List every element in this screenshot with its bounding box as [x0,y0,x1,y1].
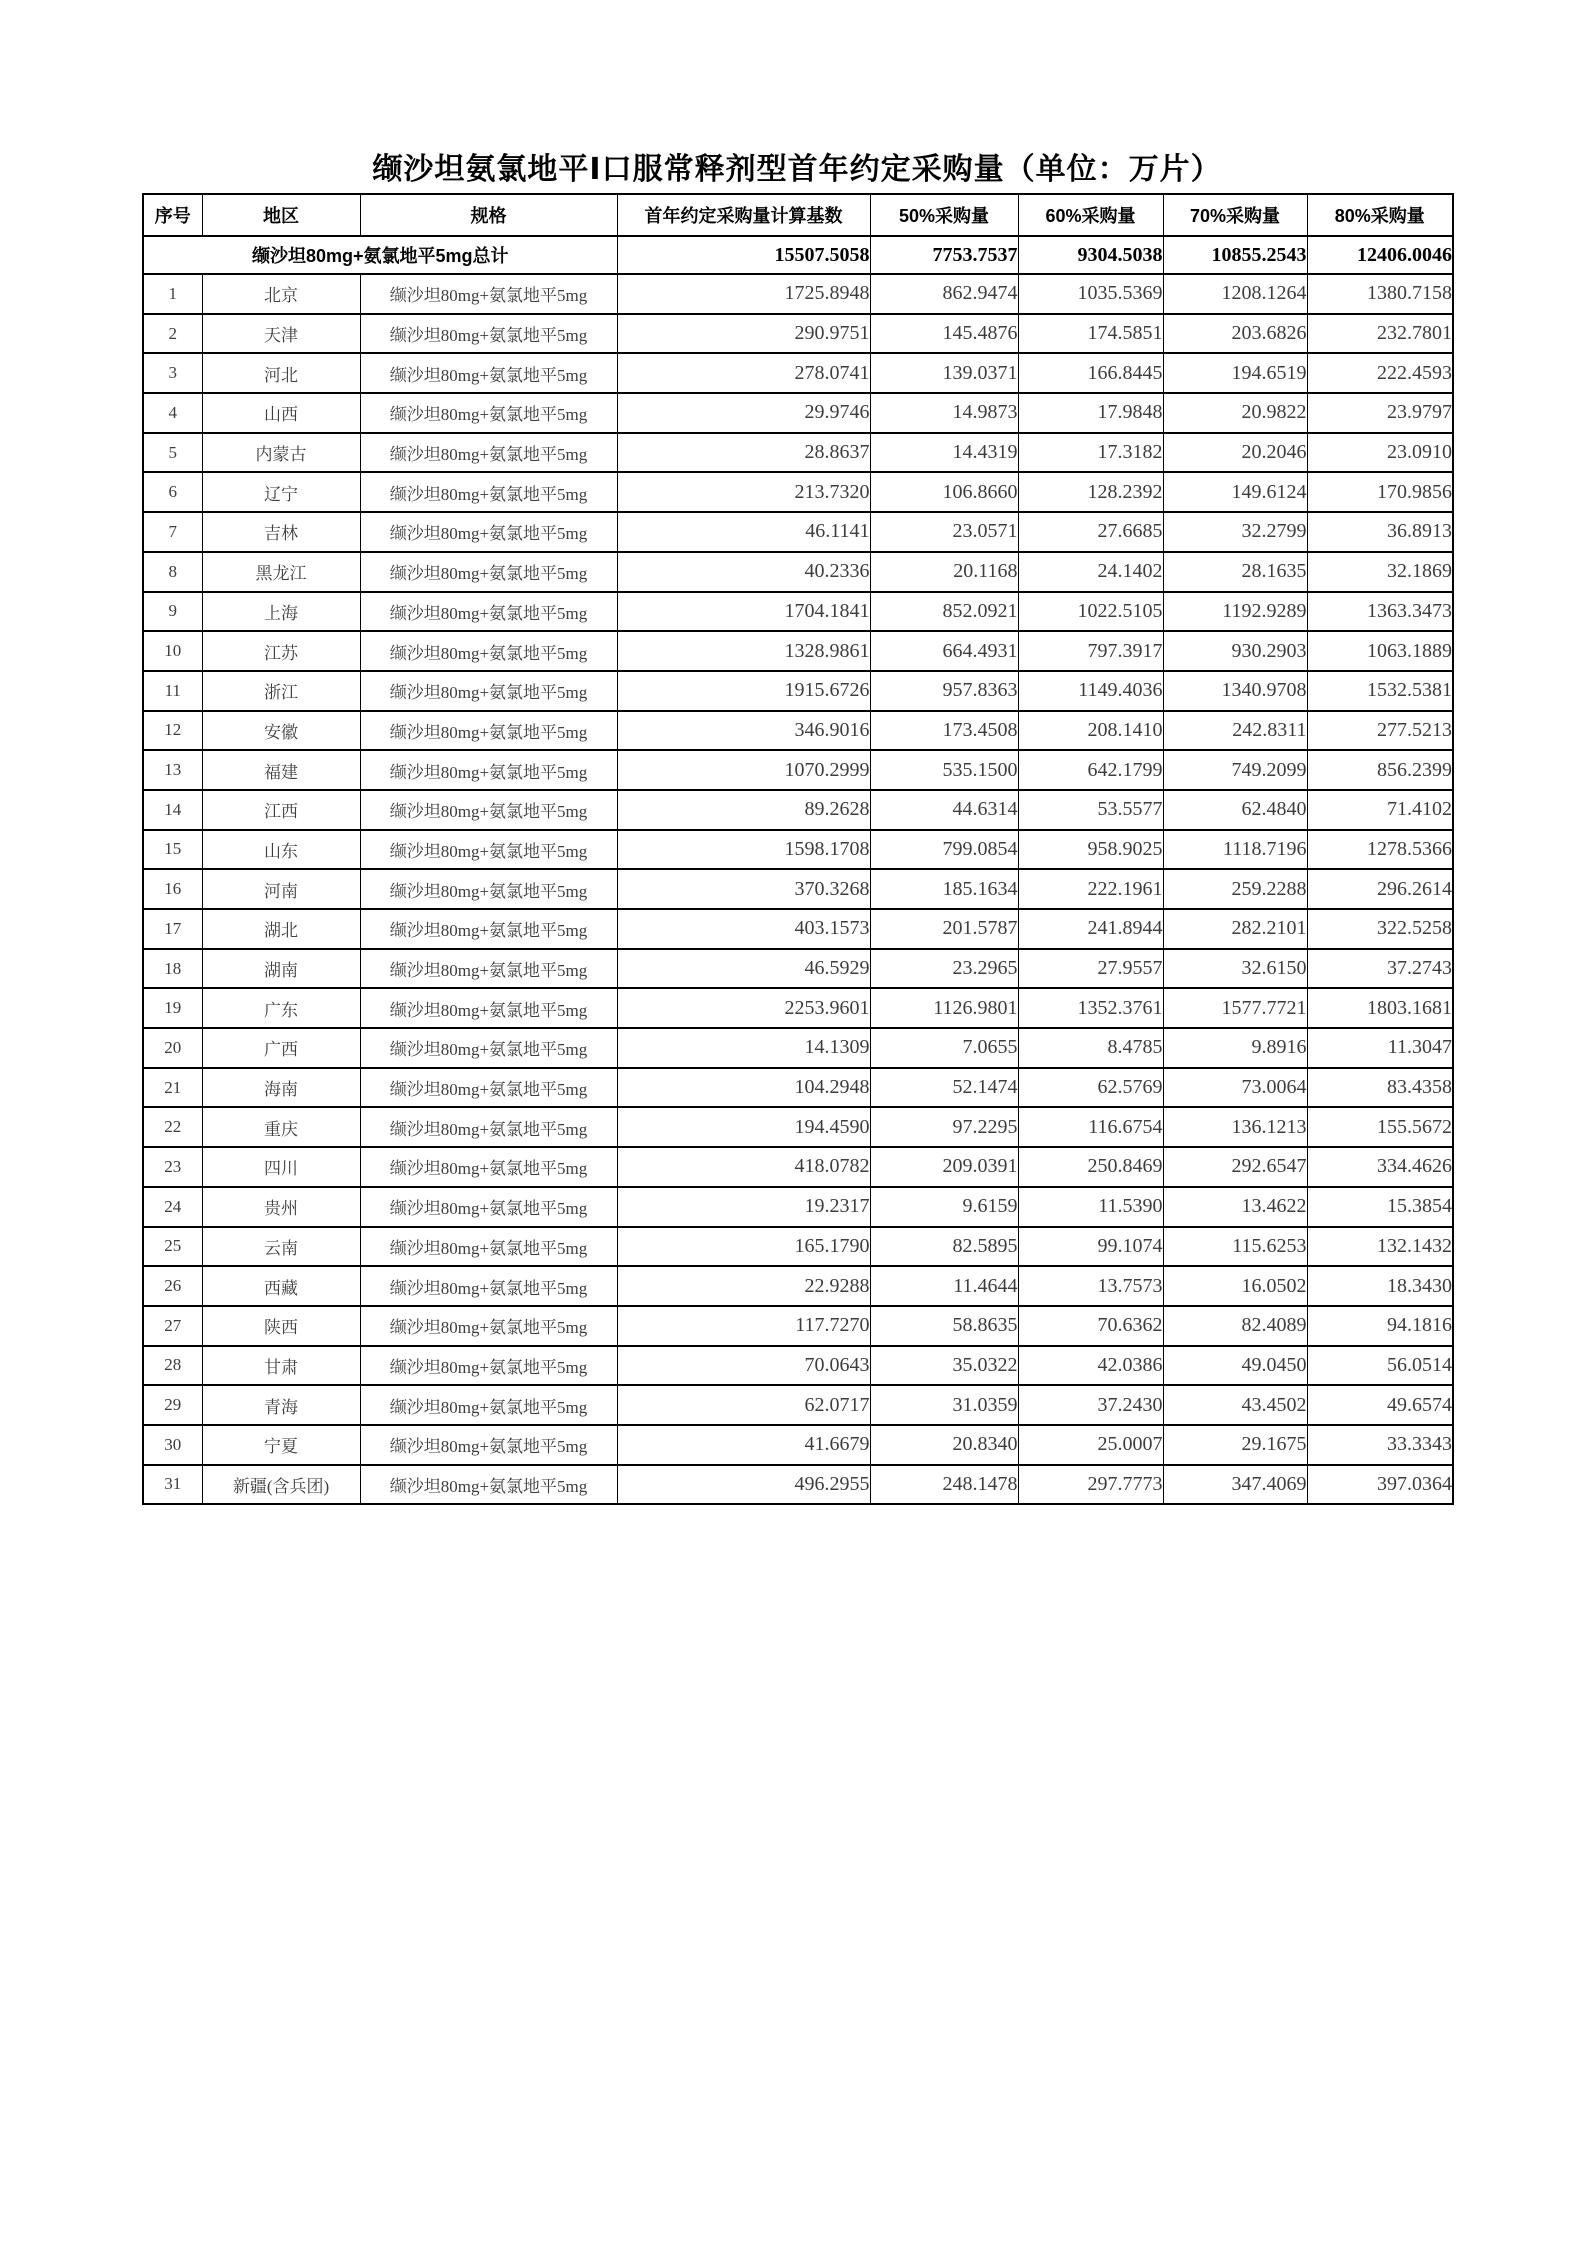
region-cell: 辽宁 [202,472,360,512]
summary-50pct-value: 7753.7537 [870,236,1018,274]
pct80-value-cell: 94.1816 [1307,1306,1453,1346]
spec-cell: 缬沙坦80mg+氨氯地平5mg [360,988,617,1028]
spec-cell: 缬沙坦80mg+氨氯地平5mg [360,1107,617,1147]
col-header-region: 地区 [202,194,360,236]
table-row [143,592,1453,632]
pct50-value-cell: 173.4508 [870,711,1018,751]
spec-cell: 缬沙坦80mg+氨氯地平5mg [360,869,617,909]
summary-label: 缬沙坦80mg+氨氯地平5mg总计 [143,236,617,274]
pct80-value-cell: 32.1869 [1307,552,1453,592]
row-index-cell: 8 [143,552,202,592]
spec-cell: 缬沙坦80mg+氨氯地平5mg [360,671,617,711]
row-index-cell: 29 [143,1385,202,1425]
pct60-value-cell: 17.9848 [1018,393,1163,433]
pct50-value-cell: 139.0371 [870,353,1018,393]
spec-cell: 缬沙坦80mg+氨氯地平5mg [360,592,617,632]
pct60-value-cell: 642.1799 [1018,750,1163,790]
pct60-value-cell: 42.0386 [1018,1346,1163,1386]
base-value-cell: 40.2336 [617,552,870,592]
pct70-value-cell: 32.6150 [1163,949,1307,989]
spec-cell: 缬沙坦80mg+氨氯地平5mg [360,472,617,512]
table-row [143,1107,1453,1147]
pct70-value-cell: 73.0064 [1163,1068,1307,1108]
pct50-value-cell: 35.0322 [870,1346,1018,1386]
pct80-value-cell: 132.1432 [1307,1227,1453,1267]
pct60-value-cell: 250.8469 [1018,1147,1163,1187]
pct60-value-cell: 8.4785 [1018,1028,1163,1068]
pct70-value-cell: 20.9822 [1163,393,1307,433]
base-value-cell: 370.3268 [617,869,870,909]
spec-cell: 缬沙坦80mg+氨氯地平5mg [360,512,617,552]
pct50-value-cell: 23.0571 [870,512,1018,552]
region-cell: 浙江 [202,671,360,711]
pct70-value-cell: 259.2288 [1163,869,1307,909]
pct50-value-cell: 248.1478 [870,1465,1018,1505]
region-cell: 北京 [202,274,360,314]
pct50-value-cell: 862.9474 [870,274,1018,314]
pct70-value-cell: 242.8311 [1163,711,1307,751]
pct70-value-cell: 347.4069 [1163,1465,1307,1505]
pct80-value-cell: 232.7801 [1307,314,1453,354]
pct60-value-cell: 1352.3761 [1018,988,1163,1028]
pct70-value-cell: 149.6124 [1163,472,1307,512]
pct60-value-cell: 53.5577 [1018,790,1163,830]
row-index-cell: 25 [143,1227,202,1267]
base-value-cell: 165.1790 [617,1227,870,1267]
region-cell: 上海 [202,592,360,632]
spec-cell: 缬沙坦80mg+氨氯地平5mg [360,393,617,433]
base-value-cell: 1725.8948 [617,274,870,314]
pct60-value-cell: 797.3917 [1018,631,1163,671]
table-row [143,949,1453,989]
pct80-value-cell: 23.0910 [1307,433,1453,473]
pct80-value-cell: 1063.1889 [1307,631,1453,671]
base-value-cell: 117.7270 [617,1306,870,1346]
summary-60pct-value: 9304.5038 [1018,236,1163,274]
spec-cell: 缬沙坦80mg+氨氯地平5mg [360,1266,617,1306]
pct60-value-cell: 174.5851 [1018,314,1163,354]
pct50-value-cell: 209.0391 [870,1147,1018,1187]
base-value-cell: 28.8637 [617,433,870,473]
pct70-value-cell: 32.2799 [1163,512,1307,552]
pct50-value-cell: 44.6314 [870,790,1018,830]
pct60-value-cell: 166.8445 [1018,353,1163,393]
pct80-value-cell: 37.2743 [1307,949,1453,989]
spec-cell: 缬沙坦80mg+氨氯地平5mg [360,750,617,790]
pct60-value-cell: 62.5769 [1018,1068,1163,1108]
pct50-value-cell: 82.5895 [870,1227,1018,1267]
table-row [143,1028,1453,1068]
table-row [143,750,1453,790]
base-value-cell: 46.5929 [617,949,870,989]
region-cell: 青海 [202,1385,360,1425]
region-cell: 黑龙江 [202,552,360,592]
spec-cell: 缬沙坦80mg+氨氯地平5mg [360,1385,617,1425]
pct80-value-cell: 1363.3473 [1307,592,1453,632]
row-index-cell: 9 [143,592,202,632]
pct60-value-cell: 208.1410 [1018,711,1163,751]
pct80-value-cell: 1380.7158 [1307,274,1453,314]
table-row [143,433,1453,473]
col-header-50pct: 50%采购量 [870,194,1018,236]
row-index-cell: 3 [143,353,202,393]
base-value-cell: 22.9288 [617,1266,870,1306]
row-index-cell: 17 [143,909,202,949]
spec-cell: 缬沙坦80mg+氨氯地平5mg [360,790,617,830]
base-value-cell: 496.2955 [617,1465,870,1505]
table-row [143,1187,1453,1227]
pct50-value-cell: 23.2965 [870,949,1018,989]
pct70-value-cell: 292.6547 [1163,1147,1307,1187]
region-cell: 云南 [202,1227,360,1267]
pct60-value-cell: 297.7773 [1018,1465,1163,1505]
pct50-value-cell: 201.5787 [870,909,1018,949]
table-row [143,631,1453,671]
procurement-table [142,193,1454,1505]
region-cell: 陕西 [202,1306,360,1346]
spec-cell: 缬沙坦80mg+氨氯地平5mg [360,1147,617,1187]
pct60-value-cell: 958.9025 [1018,830,1163,870]
pct80-value-cell: 23.9797 [1307,393,1453,433]
col-header-60pct: 60%采购量 [1018,194,1163,236]
row-index-cell: 28 [143,1346,202,1386]
spec-cell: 缬沙坦80mg+氨氯地平5mg [360,631,617,671]
header-row [143,194,1453,236]
table-row [143,1266,1453,1306]
region-cell: 宁夏 [202,1425,360,1465]
spec-cell: 缬沙坦80mg+氨氯地平5mg [360,433,617,473]
pct50-value-cell: 7.0655 [870,1028,1018,1068]
row-index-cell: 21 [143,1068,202,1108]
pct80-value-cell: 56.0514 [1307,1346,1453,1386]
row-index-cell: 12 [143,711,202,751]
pct50-value-cell: 52.1474 [870,1068,1018,1108]
spec-cell: 缬沙坦80mg+氨氯地平5mg [360,552,617,592]
summary-base-value: 15507.5058 [617,236,870,274]
spec-cell: 缬沙坦80mg+氨氯地平5mg [360,274,617,314]
region-cell: 甘肃 [202,1346,360,1386]
region-cell: 天津 [202,314,360,354]
row-index-cell: 24 [143,1187,202,1227]
pct80-value-cell: 222.4593 [1307,353,1453,393]
pct50-value-cell: 20.1168 [870,552,1018,592]
region-cell: 湖北 [202,909,360,949]
table-row [143,1385,1453,1425]
base-value-cell: 1598.1708 [617,830,870,870]
pct50-value-cell: 20.8340 [870,1425,1018,1465]
pct50-value-cell: 14.4319 [870,433,1018,473]
region-cell: 江西 [202,790,360,830]
pct70-value-cell: 1577.7721 [1163,988,1307,1028]
pct50-value-cell: 852.0921 [870,592,1018,632]
pct50-value-cell: 106.8660 [870,472,1018,512]
table-row [143,393,1453,433]
pct80-value-cell: 71.4102 [1307,790,1453,830]
pct80-value-cell: 33.3343 [1307,1425,1453,1465]
row-index-cell: 20 [143,1028,202,1068]
spec-cell: 缬沙坦80mg+氨氯地平5mg [360,1306,617,1346]
base-value-cell: 29.9746 [617,393,870,433]
pct60-value-cell: 241.8944 [1018,909,1163,949]
region-cell: 山东 [202,830,360,870]
pct70-value-cell: 1340.9708 [1163,671,1307,711]
pct50-value-cell: 535.1500 [870,750,1018,790]
col-header-80pct: 80%采购量 [1307,194,1453,236]
base-value-cell: 1070.2999 [617,750,870,790]
pct60-value-cell: 116.6754 [1018,1107,1163,1147]
region-cell: 广西 [202,1028,360,1068]
table-row [143,472,1453,512]
region-cell: 福建 [202,750,360,790]
pct50-value-cell: 58.8635 [870,1306,1018,1346]
region-cell: 贵州 [202,1187,360,1227]
pct60-value-cell: 27.6685 [1018,512,1163,552]
region-cell: 江苏 [202,631,360,671]
pct50-value-cell: 145.4876 [870,314,1018,354]
region-cell: 广东 [202,988,360,1028]
pct70-value-cell: 20.2046 [1163,433,1307,473]
row-index-cell: 4 [143,393,202,433]
pct50-value-cell: 97.2295 [870,1107,1018,1147]
pct80-value-cell: 15.3854 [1307,1187,1453,1227]
spec-cell: 缬沙坦80mg+氨氯地平5mg [360,1028,617,1068]
table-row [143,988,1453,1028]
pct70-value-cell: 28.1635 [1163,552,1307,592]
col-header-base: 首年约定采购量计算基数 [617,194,870,236]
pct50-value-cell: 31.0359 [870,1385,1018,1425]
pct70-value-cell: 1192.9289 [1163,592,1307,632]
table-row [143,1068,1453,1108]
col-header-spec: 规格 [360,194,617,236]
pct70-value-cell: 43.4502 [1163,1385,1307,1425]
spec-cell: 缬沙坦80mg+氨氯地平5mg [360,949,617,989]
pct80-value-cell: 296.2614 [1307,869,1453,909]
pct80-value-cell: 334.4626 [1307,1147,1453,1187]
row-index-cell: 27 [143,1306,202,1346]
pct50-value-cell: 664.4931 [870,631,1018,671]
pct70-value-cell: 49.0450 [1163,1346,1307,1386]
base-value-cell: 2253.9601 [617,988,870,1028]
pct70-value-cell: 82.4089 [1163,1306,1307,1346]
pct80-value-cell: 49.6574 [1307,1385,1453,1425]
pct80-value-cell: 1532.5381 [1307,671,1453,711]
pct60-value-cell: 1035.5369 [1018,274,1163,314]
base-value-cell: 213.7320 [617,472,870,512]
spec-cell: 缬沙坦80mg+氨氯地平5mg [360,1465,617,1505]
pct60-value-cell: 1149.4036 [1018,671,1163,711]
table-row [143,830,1453,870]
pct60-value-cell: 70.6362 [1018,1306,1163,1346]
table-row [143,909,1453,949]
pct50-value-cell: 11.4644 [870,1266,1018,1306]
row-index-cell: 11 [143,671,202,711]
table-row [143,1227,1453,1267]
pct70-value-cell: 1118.7196 [1163,830,1307,870]
row-index-cell: 18 [143,949,202,989]
base-value-cell: 278.0741 [617,353,870,393]
row-index-cell: 26 [143,1266,202,1306]
pct60-value-cell: 25.0007 [1018,1425,1163,1465]
pct70-value-cell: 29.1675 [1163,1425,1307,1465]
table-row [143,314,1453,354]
pct50-value-cell: 9.6159 [870,1187,1018,1227]
base-value-cell: 62.0717 [617,1385,870,1425]
table-row [143,671,1453,711]
base-value-cell: 14.1309 [617,1028,870,1068]
pct70-value-cell: 16.0502 [1163,1266,1307,1306]
table-row [143,274,1453,314]
base-value-cell: 1915.6726 [617,671,870,711]
row-index-cell: 16 [143,869,202,909]
region-cell: 河南 [202,869,360,909]
pct50-value-cell: 957.8363 [870,671,1018,711]
table-row [143,1465,1453,1505]
region-cell: 山西 [202,393,360,433]
summary-row [143,236,1453,274]
row-index-cell: 1 [143,274,202,314]
row-index-cell: 14 [143,790,202,830]
spec-cell: 缬沙坦80mg+氨氯地平5mg [360,1425,617,1465]
row-index-cell: 15 [143,830,202,870]
pct80-value-cell: 36.8913 [1307,512,1453,552]
base-value-cell: 70.0643 [617,1346,870,1386]
table-row [143,353,1453,393]
pct80-value-cell: 856.2399 [1307,750,1453,790]
region-cell: 河北 [202,353,360,393]
table-row [143,711,1453,751]
pct60-value-cell: 11.5390 [1018,1187,1163,1227]
base-value-cell: 194.4590 [617,1107,870,1147]
table-row [143,1425,1453,1465]
pct50-value-cell: 1126.9801 [870,988,1018,1028]
base-value-cell: 1328.9861 [617,631,870,671]
pct70-value-cell: 62.4840 [1163,790,1307,830]
pct80-value-cell: 1803.1681 [1307,988,1453,1028]
pct60-value-cell: 13.7573 [1018,1266,1163,1306]
col-header-70pct: 70%采购量 [1163,194,1307,236]
pct60-value-cell: 128.2392 [1018,472,1163,512]
pct80-value-cell: 322.5258 [1307,909,1453,949]
spec-cell: 缬沙坦80mg+氨氯地平5mg [360,353,617,393]
base-value-cell: 346.9016 [617,711,870,751]
spec-cell: 缬沙坦80mg+氨氯地平5mg [360,909,617,949]
pct80-value-cell: 170.9856 [1307,472,1453,512]
pct60-value-cell: 99.1074 [1018,1227,1163,1267]
pct70-value-cell: 203.6826 [1163,314,1307,354]
region-cell: 重庆 [202,1107,360,1147]
pct60-value-cell: 37.2430 [1018,1385,1163,1425]
table-row [143,552,1453,592]
row-index-cell: 19 [143,988,202,1028]
base-value-cell: 89.2628 [617,790,870,830]
pct70-value-cell: 930.2903 [1163,631,1307,671]
summary-70pct-value: 10855.2543 [1163,236,1307,274]
base-value-cell: 418.0782 [617,1147,870,1187]
pct70-value-cell: 136.1213 [1163,1107,1307,1147]
pct60-value-cell: 27.9557 [1018,949,1163,989]
table-row [143,512,1453,552]
base-value-cell: 403.1573 [617,909,870,949]
pct70-value-cell: 1208.1264 [1163,274,1307,314]
pct50-value-cell: 799.0854 [870,830,1018,870]
row-index-cell: 30 [143,1425,202,1465]
row-index-cell: 7 [143,512,202,552]
pct70-value-cell: 13.4622 [1163,1187,1307,1227]
table-row [143,1147,1453,1187]
pct60-value-cell: 24.1402 [1018,552,1163,592]
row-index-cell: 13 [143,750,202,790]
region-cell: 安徽 [202,711,360,751]
row-index-cell: 6 [143,472,202,512]
pct80-value-cell: 83.4358 [1307,1068,1453,1108]
base-value-cell: 290.9751 [617,314,870,354]
base-value-cell: 46.1141 [617,512,870,552]
pct60-value-cell: 222.1961 [1018,869,1163,909]
table-row [143,1306,1453,1346]
row-index-cell: 23 [143,1147,202,1187]
pct70-value-cell: 749.2099 [1163,750,1307,790]
spec-cell: 缬沙坦80mg+氨氯地平5mg [360,314,617,354]
table-row [143,869,1453,909]
row-index-cell: 22 [143,1107,202,1147]
spec-cell: 缬沙坦80mg+氨氯地平5mg [360,711,617,751]
pct80-value-cell: 397.0364 [1307,1465,1453,1505]
region-cell: 四川 [202,1147,360,1187]
pct80-value-cell: 1278.5366 [1307,830,1453,870]
summary-80pct-value: 12406.0046 [1307,236,1453,274]
region-cell: 西藏 [202,1266,360,1306]
pct80-value-cell: 277.5213 [1307,711,1453,751]
row-index-cell: 10 [143,631,202,671]
page-title: 缬沙坦氨氯地平Ⅰ口服常释剂型首年约定采购量（单位：万片） [372,153,1222,186]
spec-cell: 缬沙坦80mg+氨氯地平5mg [360,830,617,870]
pct50-value-cell: 185.1634 [870,869,1018,909]
region-cell: 新疆(含兵团) [202,1465,360,1505]
base-value-cell: 1704.1841 [617,592,870,632]
region-cell: 海南 [202,1068,360,1108]
spec-cell: 缬沙坦80mg+氨氯地平5mg [360,1068,617,1108]
region-cell: 吉林 [202,512,360,552]
pct70-value-cell: 194.6519 [1163,353,1307,393]
spec-cell: 缬沙坦80mg+氨氯地平5mg [360,1227,617,1267]
pct80-value-cell: 18.3430 [1307,1266,1453,1306]
pct60-value-cell: 1022.5105 [1018,592,1163,632]
row-index-cell: 5 [143,433,202,473]
table-row [143,790,1453,830]
spec-cell: 缬沙坦80mg+氨氯地平5mg [360,1187,617,1227]
base-value-cell: 19.2317 [617,1187,870,1227]
region-cell: 内蒙古 [202,433,360,473]
pct70-value-cell: 115.6253 [1163,1227,1307,1267]
pct50-value-cell: 14.9873 [870,393,1018,433]
region-cell: 湖南 [202,949,360,989]
pct80-value-cell: 155.5672 [1307,1107,1453,1147]
row-index-cell: 31 [143,1465,202,1505]
spec-cell: 缬沙坦80mg+氨氯地平5mg [360,1346,617,1386]
pct60-value-cell: 17.3182 [1018,433,1163,473]
row-index-cell: 2 [143,314,202,354]
pct70-value-cell: 282.2101 [1163,909,1307,949]
pct70-value-cell: 9.8916 [1163,1028,1307,1068]
col-header-index: 序号 [143,194,202,236]
base-value-cell: 41.6679 [617,1425,870,1465]
pct80-value-cell: 11.3047 [1307,1028,1453,1068]
table-row [143,1346,1453,1386]
base-value-cell: 104.2948 [617,1068,870,1108]
